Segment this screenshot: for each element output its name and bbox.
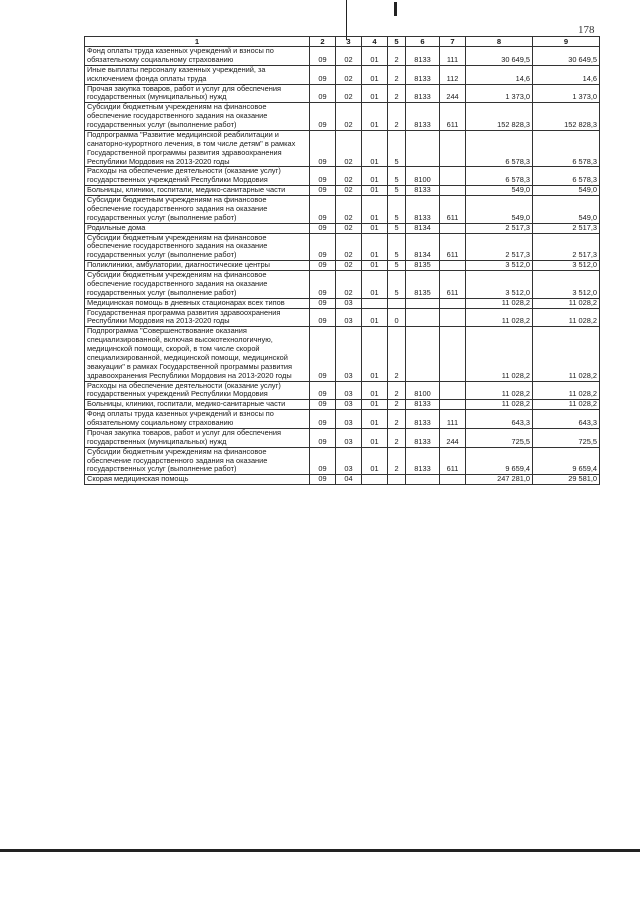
row-value-cell: 8133	[406, 65, 440, 84]
row-value-cell: 2	[388, 84, 406, 103]
row-value-cell: 5	[388, 261, 406, 271]
row-value-cell: 1 373,0	[533, 84, 600, 103]
row-value-cell: 01	[362, 400, 388, 410]
table-row	[85, 298, 600, 308]
row-value-cell: 5	[388, 196, 406, 224]
row-name-cell: Больницы, клиники, госпитали, медико-санитарные части	[85, 400, 310, 410]
row-value-cell: 01	[362, 233, 388, 261]
row-value-cell: 09	[310, 223, 336, 233]
row-value-cell: 02	[336, 196, 362, 224]
row-value-cell: 01	[362, 308, 388, 327]
row-value-cell: 02	[336, 65, 362, 84]
row-name-cell: Государственная программа развития здравоохранения Республики Мордовия на 2013-2020 годы	[85, 308, 310, 327]
row-value-cell: 643,3	[466, 410, 533, 429]
table-row	[85, 103, 600, 131]
row-value-cell: 2	[388, 47, 406, 66]
table-row	[85, 327, 600, 381]
row-name-cell: Фонд оплаты труда казенных учреждений и взносы по обязательному социальному страхованию	[85, 410, 310, 429]
row-value-cell: 11 028,2	[466, 298, 533, 308]
row-value-cell: 03	[336, 381, 362, 400]
row-value-cell: 11 028,2	[466, 308, 533, 327]
row-value-cell: 09	[310, 261, 336, 271]
table-row	[85, 167, 600, 186]
row-name-cell: Подпрограмма "Совершенствование оказания специализированной, включая высокотехнологичную, медицинской помощи, скорой, в том числе скорой специализированной, медицинской помощи, медицинской эвакуации" в рамках Государственной программы развития здравоохранения Республики Мордовия на 2013-2020 годы	[85, 327, 310, 381]
row-value-cell: 8133	[406, 447, 440, 475]
row-value-cell: 09	[310, 475, 336, 485]
row-value-cell: 8133	[406, 410, 440, 429]
row-value-cell: 725,5	[466, 428, 533, 447]
row-value-cell: 03	[336, 327, 362, 381]
row-value-cell	[362, 298, 388, 308]
row-value-cell: 1 373,0	[466, 84, 533, 103]
row-value-cell: 09	[310, 196, 336, 224]
row-value-cell: 8133	[406, 400, 440, 410]
table-row	[85, 223, 600, 233]
row-value-cell	[388, 475, 406, 485]
row-value-cell: 2	[388, 410, 406, 429]
row-value-cell: 5	[388, 223, 406, 233]
table-row	[85, 447, 600, 475]
row-value-cell: 8133	[406, 196, 440, 224]
row-value-cell	[440, 223, 466, 233]
row-value-cell: 02	[336, 84, 362, 103]
row-value-cell: 2	[388, 428, 406, 447]
row-value-cell: 09	[310, 84, 336, 103]
row-value-cell: 01	[362, 65, 388, 84]
table-row	[85, 65, 600, 84]
row-name-cell: Субсидии бюджетным учреждениям на финансовое обеспечение государственного задания на оказание государственных услуг (выполнение работ)	[85, 103, 310, 131]
row-value-cell: 8133	[406, 84, 440, 103]
row-value-cell	[440, 261, 466, 271]
row-value-cell: 5	[388, 130, 406, 167]
row-value-cell: 09	[310, 271, 336, 299]
row-value-cell: 01	[362, 428, 388, 447]
row-value-cell: 6 578,3	[466, 167, 533, 186]
row-value-cell: 01	[362, 103, 388, 131]
row-value-cell: 725,5	[533, 428, 600, 447]
row-value-cell: 11 028,2	[533, 327, 600, 381]
row-value-cell	[406, 308, 440, 327]
row-value-cell: 09	[310, 65, 336, 84]
table-row	[85, 233, 600, 261]
row-name-cell: Иные выплаты персоналу казенных учреждений, за исключением фонда оплаты труда	[85, 65, 310, 84]
row-value-cell	[440, 381, 466, 400]
row-value-cell: 02	[336, 130, 362, 167]
row-value-cell: 09	[310, 103, 336, 131]
row-name-cell: Родильные дома	[85, 223, 310, 233]
row-name-cell: Прочая закупка товаров, работ и услуг для обеспечения государственных (муниципальных) нужд	[85, 428, 310, 447]
row-value-cell: 152 828,3	[466, 103, 533, 131]
row-value-cell: 112	[440, 65, 466, 84]
row-value-cell: 09	[310, 410, 336, 429]
row-name-cell: Фонд оплаты труда казенных учреждений и взносы по обязательному социальному страхованию	[85, 47, 310, 66]
row-value-cell	[440, 327, 466, 381]
row-value-cell: 09	[310, 308, 336, 327]
header-cell: 1	[85, 37, 310, 47]
page-bottom-rule	[0, 849, 640, 852]
row-value-cell: 2	[388, 103, 406, 131]
row-value-cell: 11 028,2	[466, 381, 533, 400]
row-value-cell: 6 578,3	[466, 130, 533, 167]
row-value-cell: 244	[440, 428, 466, 447]
row-value-cell: 11 028,2	[466, 327, 533, 381]
row-value-cell: 03	[336, 308, 362, 327]
row-value-cell: 8133	[406, 47, 440, 66]
row-value-cell: 549,0	[466, 186, 533, 196]
row-value-cell: 8100	[406, 381, 440, 400]
row-value-cell: 09	[310, 327, 336, 381]
row-value-cell: 09	[310, 233, 336, 261]
table-row	[85, 428, 600, 447]
row-name-cell: Медицинская помощь в дневных стационарах всех типов	[85, 298, 310, 308]
header-cell: 9	[533, 37, 600, 47]
row-value-cell: 01	[362, 271, 388, 299]
row-value-cell: 11 028,2	[533, 308, 600, 327]
row-value-cell: 611	[440, 196, 466, 224]
row-value-cell: 152 828,3	[533, 103, 600, 131]
row-value-cell: 9 659,4	[533, 447, 600, 475]
row-value-cell: 8133	[406, 103, 440, 131]
row-value-cell: 2 517,3	[533, 233, 600, 261]
row-value-cell: 01	[362, 410, 388, 429]
row-value-cell: 11 028,2	[533, 381, 600, 400]
table-header-row	[85, 37, 600, 47]
row-value-cell: 244	[440, 84, 466, 103]
row-value-cell	[440, 130, 466, 167]
row-value-cell: 09	[310, 447, 336, 475]
row-value-cell: 01	[362, 223, 388, 233]
row-value-cell: 01	[362, 261, 388, 271]
row-name-cell: Подпрограмма "Развитие медицинской реабилитации и санаторно-курортного лечения, в том числе детям" в рамках Государственной программы развития здравоохранения Республики Мордовия на 2013-2020 годы	[85, 130, 310, 167]
row-value-cell: 111	[440, 410, 466, 429]
row-value-cell: 02	[336, 103, 362, 131]
table-row	[85, 308, 600, 327]
row-value-cell: 11 028,2	[533, 298, 600, 308]
row-value-cell: 11 028,2	[466, 400, 533, 410]
row-value-cell: 2 517,3	[466, 233, 533, 261]
row-value-cell: 09	[310, 428, 336, 447]
row-value-cell	[440, 475, 466, 485]
row-value-cell: 2	[388, 327, 406, 381]
row-value-cell: 03	[336, 400, 362, 410]
row-name-cell: Субсидии бюджетным учреждениям на финансовое обеспечение государственного задания на оказание государственных услуг (выполнение работ)	[85, 447, 310, 475]
row-value-cell: 611	[440, 103, 466, 131]
table-row	[85, 475, 600, 485]
row-value-cell: 09	[310, 130, 336, 167]
row-value-cell: 5	[388, 271, 406, 299]
row-value-cell: 3 512,0	[466, 271, 533, 299]
row-value-cell: 01	[362, 84, 388, 103]
row-value-cell: 8135	[406, 261, 440, 271]
row-value-cell: 02	[336, 223, 362, 233]
row-value-cell: 03	[336, 410, 362, 429]
row-value-cell: 09	[310, 381, 336, 400]
row-name-cell: Субсидии бюджетным учреждениям на финансовое обеспечение государственного задания на оказание государственных услуг (выполнение работ)	[85, 196, 310, 224]
budget-table	[84, 36, 600, 485]
header-cell: 7	[440, 37, 466, 47]
header-cell: 3	[336, 37, 362, 47]
row-value-cell: 14,6	[533, 65, 600, 84]
row-value-cell: 09	[310, 167, 336, 186]
row-value-cell: 02	[336, 47, 362, 66]
row-value-cell: 01	[362, 327, 388, 381]
row-value-cell: 01	[362, 381, 388, 400]
row-value-cell: 09	[310, 47, 336, 66]
row-value-cell: 2 517,3	[466, 223, 533, 233]
row-value-cell	[440, 167, 466, 186]
row-name-cell: Скорая медицинская помощь	[85, 475, 310, 485]
row-value-cell: 8133	[406, 186, 440, 196]
header-cell: 6	[406, 37, 440, 47]
row-value-cell: 03	[336, 447, 362, 475]
row-value-cell	[362, 475, 388, 485]
table-row	[85, 84, 600, 103]
row-value-cell: 2	[388, 65, 406, 84]
binding-mark	[346, 0, 347, 40]
row-value-cell: 01	[362, 130, 388, 167]
row-value-cell: 2	[388, 400, 406, 410]
row-name-cell: Прочая закупка товаров, работ и услуг для обеспечения государственных (муниципальных) нужд	[85, 84, 310, 103]
row-value-cell: 02	[336, 271, 362, 299]
row-value-cell: 5	[388, 186, 406, 196]
header-cell: 2	[310, 37, 336, 47]
row-value-cell: 643,3	[533, 410, 600, 429]
row-value-cell: 5	[388, 233, 406, 261]
row-value-cell: 30 649,5	[466, 47, 533, 66]
page-number: 178	[578, 24, 595, 36]
table-row	[85, 47, 600, 66]
staple-mark	[394, 2, 397, 16]
row-value-cell: 2	[388, 447, 406, 475]
row-value-cell: 8134	[406, 223, 440, 233]
row-value-cell: 01	[362, 186, 388, 196]
row-value-cell: 14,6	[466, 65, 533, 84]
table-row	[85, 410, 600, 429]
row-value-cell	[406, 475, 440, 485]
row-value-cell: 3 512,0	[466, 261, 533, 271]
row-value-cell	[440, 308, 466, 327]
row-value-cell: 02	[336, 186, 362, 196]
row-value-cell: 11 028,2	[533, 400, 600, 410]
row-value-cell: 611	[440, 447, 466, 475]
row-value-cell: 03	[336, 428, 362, 447]
row-value-cell: 6 578,3	[533, 130, 600, 167]
header-cell: 8	[466, 37, 533, 47]
row-value-cell: 29 581,0	[533, 475, 600, 485]
row-name-cell: Расходы на обеспечение деятельности (оказание услуг) государственных учреждений Республики Мордовия	[85, 167, 310, 186]
table-row	[85, 130, 600, 167]
row-name-cell: Расходы на обеспечение деятельности (оказание услуг) государственных учреждений Республики Мордовия	[85, 381, 310, 400]
table-row	[85, 381, 600, 400]
row-value-cell: 5	[388, 167, 406, 186]
row-name-cell: Субсидии бюджетным учреждениям на финансовое обеспечение государственного задания на оказание государственных услуг (выполнение работ)	[85, 233, 310, 261]
row-value-cell: 2	[388, 381, 406, 400]
row-value-cell: 01	[362, 167, 388, 186]
row-value-cell: 549,0	[533, 196, 600, 224]
row-value-cell: 09	[310, 298, 336, 308]
row-name-cell: Поликлиники, амбулатории, диагностические центры	[85, 261, 310, 271]
row-value-cell	[388, 298, 406, 308]
row-value-cell: 04	[336, 475, 362, 485]
row-value-cell: 02	[336, 233, 362, 261]
row-value-cell	[406, 298, 440, 308]
row-value-cell: 0	[388, 308, 406, 327]
row-value-cell: 549,0	[466, 196, 533, 224]
row-value-cell	[406, 327, 440, 381]
table-body	[85, 47, 600, 485]
row-value-cell: 30 649,5	[533, 47, 600, 66]
row-value-cell: 8133	[406, 428, 440, 447]
row-value-cell: 09	[310, 186, 336, 196]
row-value-cell	[440, 298, 466, 308]
row-value-cell: 611	[440, 271, 466, 299]
row-value-cell: 01	[362, 47, 388, 66]
header-cell: 4	[362, 37, 388, 47]
row-value-cell: 3 512,0	[533, 261, 600, 271]
row-value-cell: 3 512,0	[533, 271, 600, 299]
row-value-cell: 247 281,0	[466, 475, 533, 485]
row-value-cell: 2 517,3	[533, 223, 600, 233]
header-cell: 5	[388, 37, 406, 47]
row-value-cell: 8100	[406, 167, 440, 186]
row-value-cell: 02	[336, 167, 362, 186]
row-value-cell: 8135	[406, 271, 440, 299]
row-value-cell: 549,0	[533, 186, 600, 196]
row-value-cell: 01	[362, 447, 388, 475]
row-value-cell: 01	[362, 196, 388, 224]
row-value-cell: 9 659,4	[466, 447, 533, 475]
row-value-cell: 611	[440, 233, 466, 261]
row-value-cell: 09	[310, 400, 336, 410]
row-value-cell	[406, 130, 440, 167]
table-row	[85, 271, 600, 299]
row-name-cell: Субсидии бюджетным учреждениям на финансовое обеспечение государственного задания на оказание государственных услуг (выполнение работ)	[85, 271, 310, 299]
row-value-cell	[440, 400, 466, 410]
row-value-cell	[440, 186, 466, 196]
row-value-cell: 6 578,3	[533, 167, 600, 186]
row-value-cell: 111	[440, 47, 466, 66]
row-value-cell: 03	[336, 298, 362, 308]
table-row	[85, 196, 600, 224]
row-value-cell: 8134	[406, 233, 440, 261]
row-name-cell: Больницы, клиники, госпитали, медико-санитарные части	[85, 186, 310, 196]
row-value-cell: 02	[336, 261, 362, 271]
